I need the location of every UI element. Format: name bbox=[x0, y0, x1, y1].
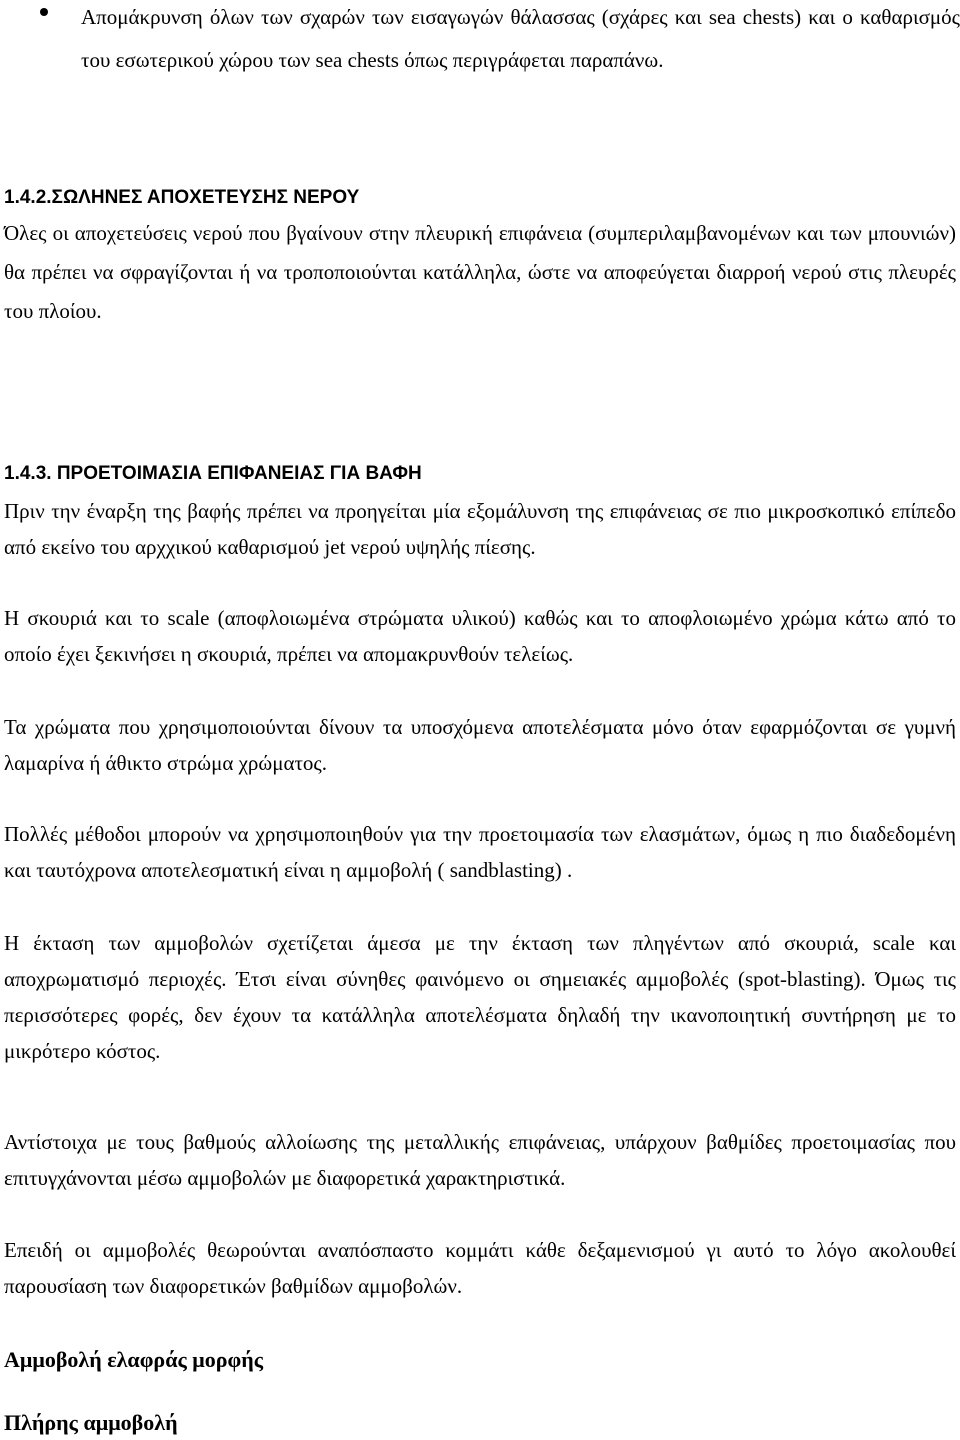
paragraph-6: Αντίστοιχα με τους βαθμούς αλλοίωσης της μεταλλικής επιφάνειας, υπάρχουν βαθμίδες προετοιμασίας που επιτυγχάνονται μέσω αμμοβολών με διαφορετικά χαρακτηριστικά. bbox=[4, 1130, 956, 1190]
paragraph-7: Επειδή οι αμμοβολές θεωρούνται αναπόσπαστο κομμάτι κάθε δεξαμενισμού γι αυτό το λόγο ακολουθεί παρουσίαση των διαφορετικών βαθμίδων αμμοβολών. bbox=[4, 1238, 956, 1298]
paragraph-drainage: Όλες οι αποχετεύσεις νερού που βγαίνουν στην πλευρική επιφάνεια (συμπεριλαμβανομένων και των μπουνιών) θα πρέπει να σφραγίζονται ή να τροποποιούνται κατάλληλα, ώστε να αποφεύγεται διαρροή νερού στις πλευρές του πλοίου. bbox=[4, 221, 956, 323]
paragraph-4: Πολλές μέθοδοι μπορούν να χρησιμοποιηθούν για την προετοιμασία των ελασμάτων, όμως η πιο διαδεδομένη και ταυτόχρονα αποτελεσματική είναι η αμμοβολή ( sandblasting) . bbox=[4, 822, 956, 882]
section-surface-preparation-heading-block bbox=[4, 460, 956, 490]
paragraph-3: Τα χρώματα που χρησιμοποιούνται δίνουν τα υποσχόμενα αποτελέσματα μόνο όταν εφαρμόζονται σε γυμνή λαμαρίνα ή άθικτο στρώμα χρώματος. bbox=[4, 715, 956, 775]
section-heading-drainage: 1.4.2.ΣΩΛΗΝΕΣ ΑΠΟΧΕΤΕΥΣΗΣ ΝΕΡΟΥ bbox=[4, 187, 360, 208]
section-heading-surface-preparation: 1.4.3. ΠΡΟΕΤΟΙΜΑΣΙΑ ΕΠΙΦΑΝΕΙΑΣ ΓΙΑ ΒΑΦΗ bbox=[4, 463, 422, 484]
bullet-dot-icon bbox=[40, 8, 48, 16]
bullet-text: Απομάκρυνση όλων των σχαρών των εισαγωγών θάλασσας (σχάρες και sea chests) και ο καθαρισμός του εσωτερικού χώρου των sea chests όπως περιγράφεται παραπάνω. bbox=[81, 5, 960, 72]
subsection-full-blasting bbox=[4, 1408, 956, 1438]
subsection-light-blasting bbox=[4, 1345, 956, 1375]
bullet-list-item bbox=[40, 0, 960, 82]
paragraph-2: Η σκουριά και το scale (αποφλοιωμένα στρώματα υλικού) καθώς και το αποφλοιωμένο χρώμα κάτω από το οποίο έχει ξεκινήσει η σκουριά, πρέπει να απομακρυνθούν τελείως. bbox=[4, 606, 956, 666]
subsection-title-light: Αμμοβολή ελαφράς μορφής bbox=[4, 1347, 264, 1372]
subsection-title-full: Πλήρης αμμοβολή bbox=[4, 1410, 178, 1435]
paragraph-1: Πριν την έναρξη της βαφής πρέπει να προηγείται μία εξομάλυνση της επιφάνειας σε πιο μικροσκοπικό επίπεδο από εκείνο του αρχχικού καθαρισμού jet νερού υψηλής πίεσης. bbox=[4, 499, 956, 559]
section-drainage bbox=[4, 184, 956, 331]
paragraph-5: Η έκταση των αμμοβολών σχετίζεται άμεσα με την έκταση των πληγέντων από σκουριά, scale και αποχρωματισμό περιοχές. Έτσι είναι σύνηθες φαινόμενο οι σημειακές αμμοβολές (spot-blasting). Όμως τις περισσότερες φορές, δεν έχουν τα κατάλληλα αποτελέσματα δηλαδή την ικανοποιητική συντήρηση με το μικρότερο κόστος. bbox=[4, 931, 956, 1063]
